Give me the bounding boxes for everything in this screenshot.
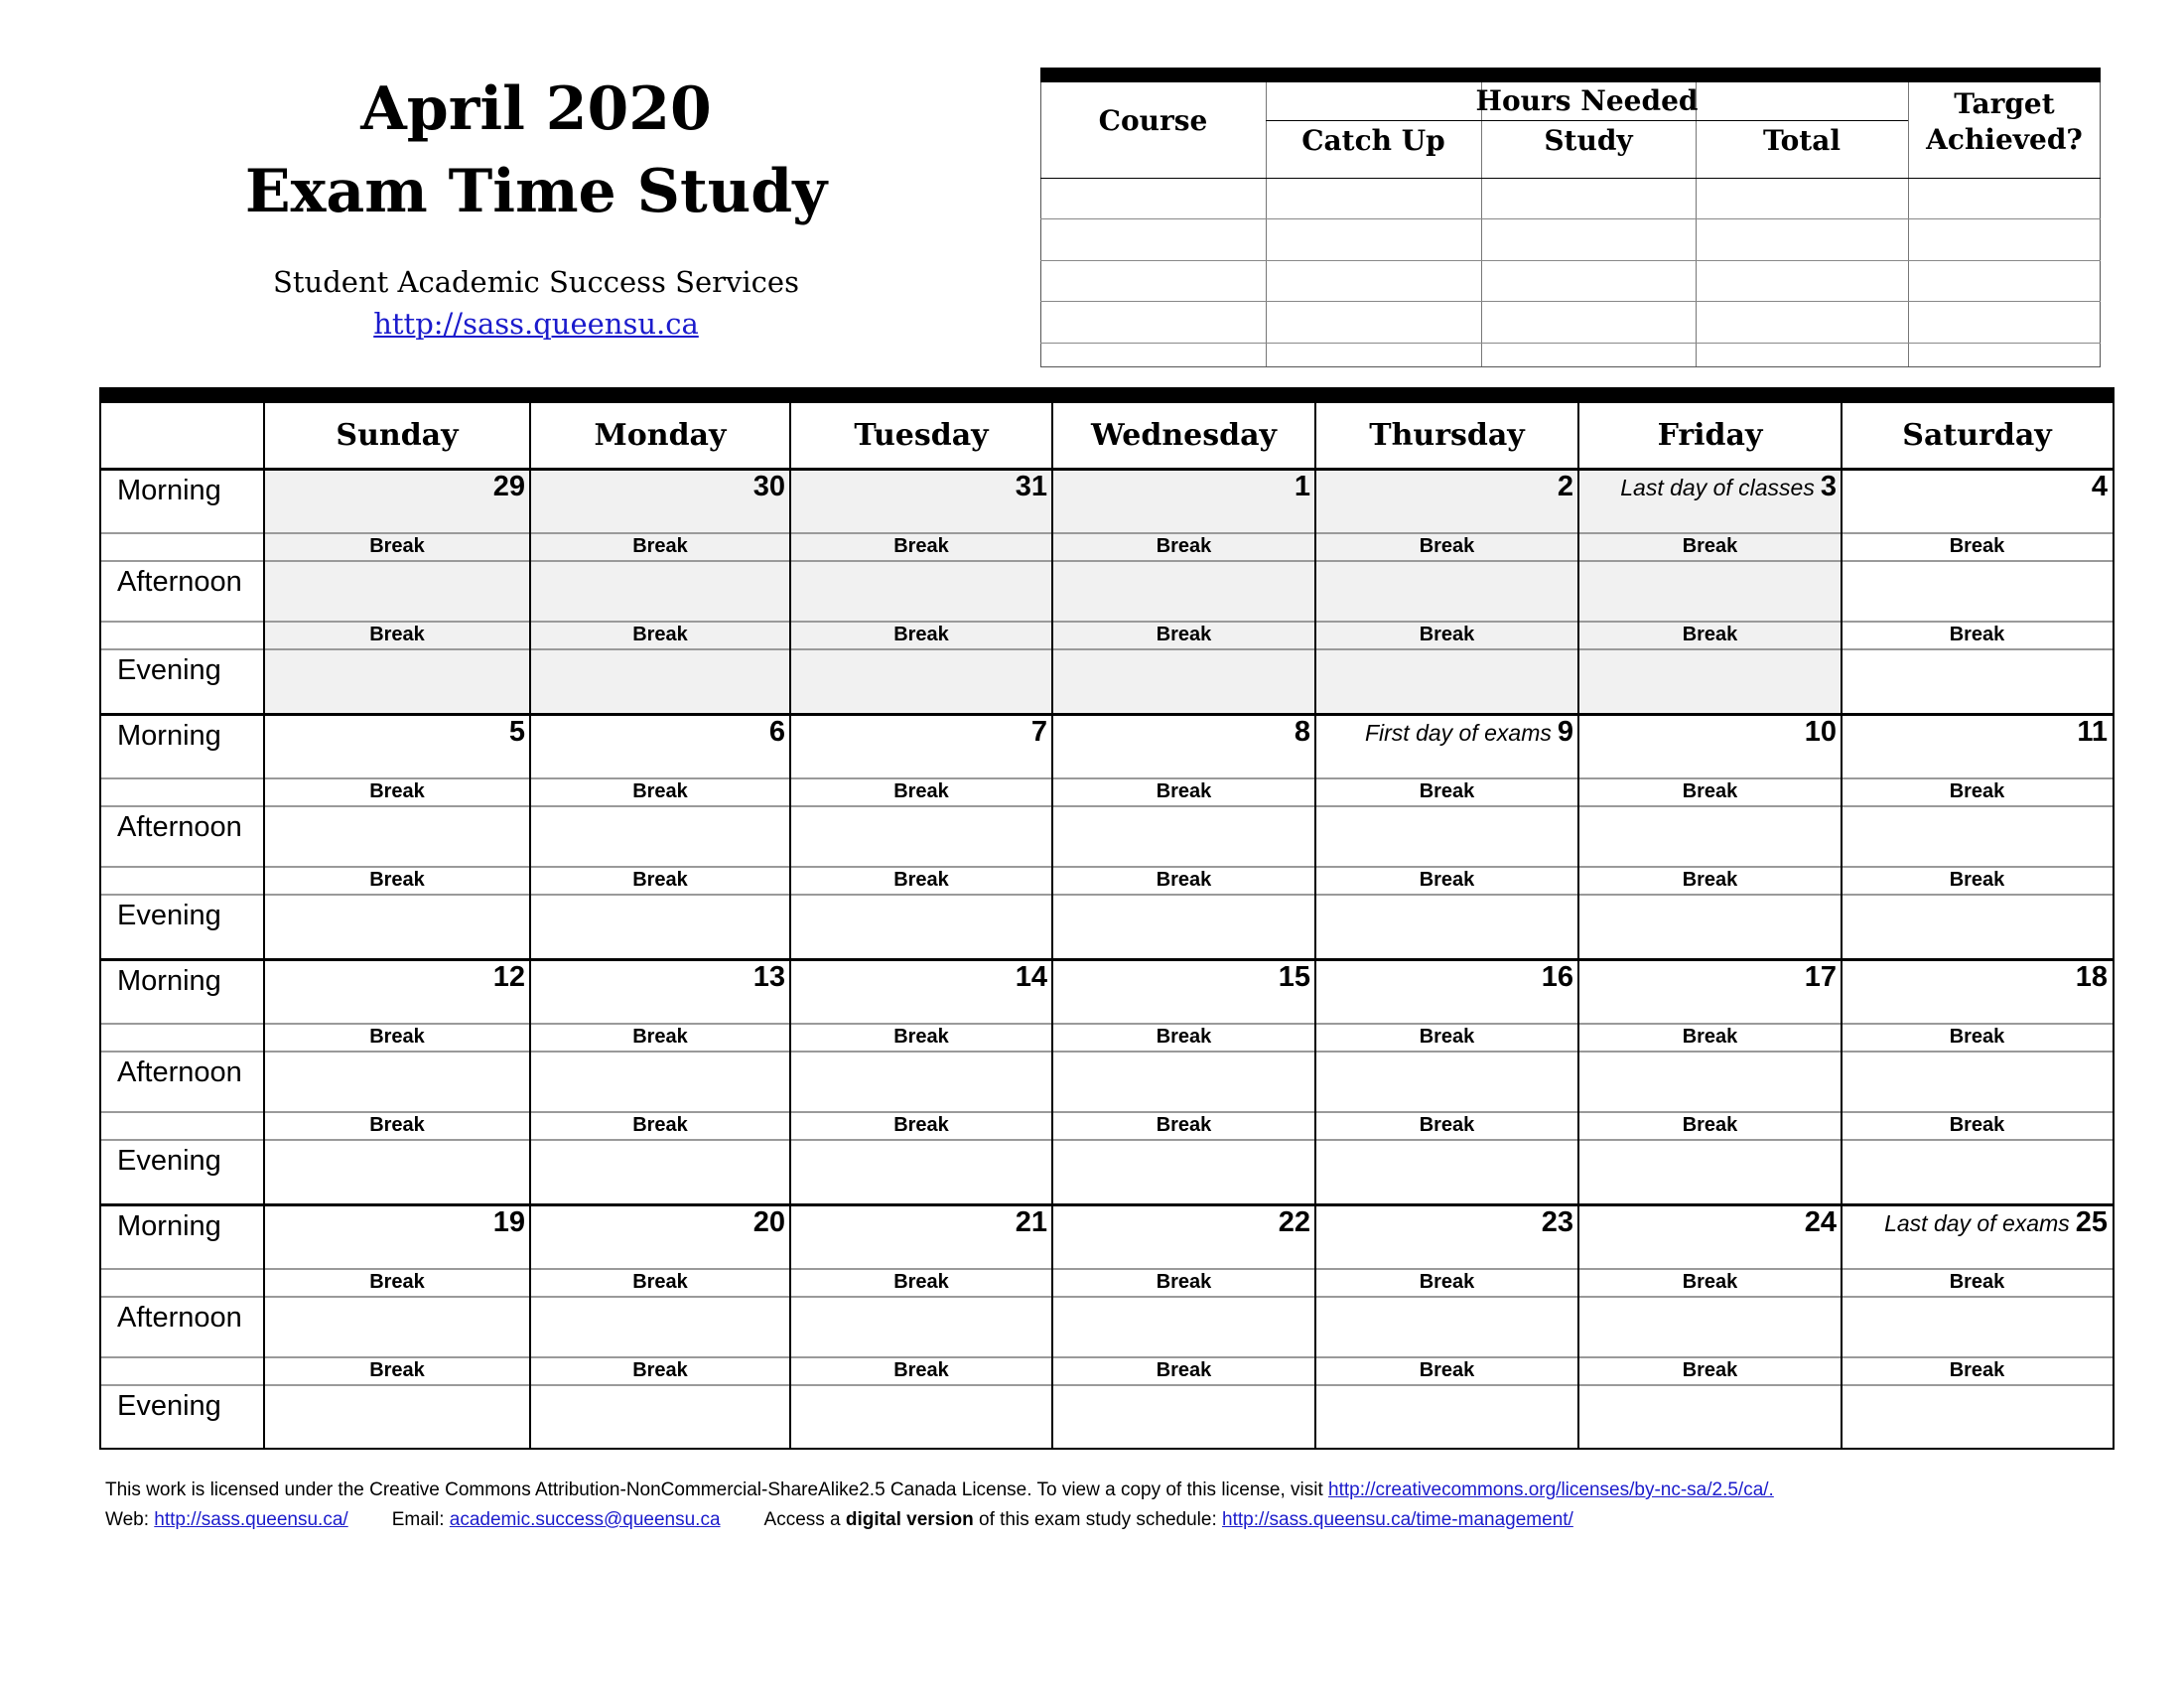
break-label: Break xyxy=(1949,624,2005,645)
footer xyxy=(105,1476,1774,1535)
access-link[interactable]: http://sass.queensu.ca/time-management/ xyxy=(1222,1509,1573,1530)
web-link[interactable]: http://sass.queensu.ca/ xyxy=(154,1509,348,1530)
slot-divider xyxy=(101,621,2113,623)
slot-label-afternoon: Afternoon xyxy=(117,566,242,598)
date-number: 10 xyxy=(1804,716,1837,748)
break-label: Break xyxy=(1156,780,1212,802)
break-label: Break xyxy=(1156,1271,1212,1293)
date-cell[interactable] xyxy=(264,471,525,503)
week-divider xyxy=(101,1203,2113,1206)
date-cell[interactable] xyxy=(1842,961,2108,994)
break-label: Break xyxy=(1419,1026,1475,1048)
break-label: Break xyxy=(1419,780,1475,802)
date-number: 21 xyxy=(1015,1206,1047,1238)
column-divider xyxy=(1841,403,1843,1450)
break-label: Break xyxy=(1156,1114,1212,1136)
slot-label-afternoon: Afternoon xyxy=(117,811,242,843)
day-header-friday: Friday xyxy=(1657,418,1763,453)
break-label: Break xyxy=(1419,1271,1475,1293)
slot-divider xyxy=(101,1051,2113,1053)
date-number: 4 xyxy=(2091,471,2108,502)
break-label: Break xyxy=(893,535,949,557)
date-cell[interactable] xyxy=(1315,961,1573,994)
day-header-sunday: Sunday xyxy=(336,418,459,453)
date-number: 1 xyxy=(1294,471,1310,502)
date-number: 5 xyxy=(508,716,525,748)
slot-divider xyxy=(101,1023,2113,1025)
date-number: 23 xyxy=(1541,1206,1573,1238)
date-cell[interactable] xyxy=(790,961,1047,994)
break-label: Break xyxy=(369,624,425,645)
title-block xyxy=(189,71,884,348)
license-text: This work is licensed under the Creative Commons Attribution-NonCommercial-ShareAlike2.5 Canada License. To view a copy of this license, visit xyxy=(105,1479,1329,1500)
break-label: Break xyxy=(1949,535,2005,557)
break-label: Break xyxy=(369,535,425,557)
break-label: Break xyxy=(1682,1026,1738,1048)
date-cell[interactable] xyxy=(1842,471,2108,503)
date-number: 19 xyxy=(492,1206,525,1238)
break-label: Break xyxy=(1949,869,2005,891)
break-label: Break xyxy=(1682,535,1738,557)
date-number: 8 xyxy=(1294,716,1310,748)
shaded-day-cell xyxy=(1578,469,1842,714)
date-cell[interactable] xyxy=(1052,961,1310,994)
slot-divider xyxy=(101,1296,2113,1298)
break-label: Break xyxy=(1156,624,1212,645)
date-cell[interactable] xyxy=(790,471,1047,503)
date-note: Last day of classes xyxy=(1620,475,1815,500)
date-cell[interactable] xyxy=(790,716,1047,749)
calendar-grid xyxy=(99,387,2115,1450)
slot-divider xyxy=(101,1139,2113,1141)
column-divider xyxy=(789,403,791,1450)
shaded-day-cell xyxy=(530,469,790,714)
web-label: Web: xyxy=(105,1509,155,1530)
day-header-monday: Monday xyxy=(594,418,727,453)
break-label: Break xyxy=(1682,869,1738,891)
break-label: Break xyxy=(632,535,688,557)
slot-divider xyxy=(101,1356,2113,1358)
break-label: Break xyxy=(1682,780,1738,802)
break-label: Break xyxy=(632,624,688,645)
date-number: 29 xyxy=(492,471,525,502)
day-header-thursday: Thursday xyxy=(1369,418,1525,453)
break-label: Break xyxy=(632,1359,688,1381)
organization-name: Student Academic Success Services xyxy=(273,265,799,299)
break-label: Break xyxy=(632,1026,688,1048)
break-label: Break xyxy=(369,1114,425,1136)
break-label: Break xyxy=(1156,1359,1212,1381)
break-label: Break xyxy=(893,780,949,802)
day-header-wednesday: Wednesday xyxy=(1091,418,1277,453)
break-label: Break xyxy=(1682,1114,1738,1136)
email-label: Email: xyxy=(391,1509,450,1530)
date-cell[interactable] xyxy=(1052,1206,1310,1239)
date-cell[interactable] xyxy=(790,1206,1047,1239)
column-divider xyxy=(1314,403,1316,1450)
hours-needed-header: Hours Needed xyxy=(1475,84,1699,117)
break-label: Break xyxy=(1682,1359,1738,1381)
date-number: 2 xyxy=(1557,471,1573,502)
slot-divider xyxy=(101,805,2113,807)
week-divider xyxy=(101,468,2113,471)
slot-label-evening: Evening xyxy=(117,900,221,931)
date-number: 3 xyxy=(1820,471,1837,502)
date-cell[interactable] xyxy=(264,716,525,749)
shaded-day-cell xyxy=(790,469,1052,714)
slot-divider xyxy=(101,532,2113,534)
break-label: Break xyxy=(1419,869,1475,891)
date-number: 13 xyxy=(752,961,785,993)
break-label: Break xyxy=(1419,1359,1475,1381)
date-number: 22 xyxy=(1278,1206,1310,1238)
break-label: Break xyxy=(369,1026,425,1048)
break-label: Break xyxy=(1949,780,2005,802)
break-label: Break xyxy=(893,1026,949,1048)
week-divider xyxy=(101,713,2113,716)
slot-label-evening: Evening xyxy=(117,1145,221,1177)
target-achieved-header: Target Achieved? xyxy=(1926,87,2083,156)
page-title: Exam Time Study xyxy=(244,157,828,226)
date-number: 30 xyxy=(752,471,785,502)
column-divider xyxy=(529,403,531,1450)
break-label: Break xyxy=(1949,1114,2005,1136)
column-divider xyxy=(1051,403,1053,1450)
date-number: 24 xyxy=(1804,1206,1837,1238)
date-number: 11 xyxy=(2077,716,2108,748)
date-cell[interactable] xyxy=(1842,716,2108,749)
slot-divider xyxy=(101,866,2113,868)
date-cell[interactable] xyxy=(1315,716,1573,749)
date-number: 16 xyxy=(1541,961,1573,993)
access-bold: digital version xyxy=(845,1509,974,1530)
break-label: Break xyxy=(1156,869,1212,891)
access-suffix: of this exam study schedule: xyxy=(973,1509,1223,1530)
total-header: Total xyxy=(1762,124,1841,157)
date-number: 7 xyxy=(1030,716,1047,748)
break-label: Break xyxy=(1156,535,1212,557)
date-cell[interactable] xyxy=(530,1206,785,1239)
contact-line xyxy=(105,1505,1774,1535)
break-label: Break xyxy=(1949,1026,2005,1048)
break-label: Break xyxy=(1682,624,1738,645)
break-label: Break xyxy=(632,1114,688,1136)
date-number: 25 xyxy=(2075,1206,2108,1238)
break-label: Break xyxy=(632,1271,688,1293)
slot-label-afternoon: Afternoon xyxy=(117,1056,242,1088)
date-cell[interactable] xyxy=(264,961,525,994)
date-note: First day of exams xyxy=(1364,720,1552,746)
page-title-month: April 2020 xyxy=(360,74,712,144)
slot-divider xyxy=(101,1384,2113,1386)
break-label: Break xyxy=(369,869,425,891)
date-cell[interactable] xyxy=(530,716,785,749)
date-note: Last day of exams xyxy=(1884,1210,2070,1236)
break-label: Break xyxy=(1949,1359,2005,1381)
date-cell[interactable] xyxy=(1578,471,1837,503)
slot-label-afternoon: Afternoon xyxy=(117,1302,242,1334)
week-divider xyxy=(101,958,2113,961)
slot-divider xyxy=(101,1111,2113,1113)
break-label: Break xyxy=(893,1359,949,1381)
day-header-tuesday: Tuesday xyxy=(854,418,989,453)
slot-divider xyxy=(101,1268,2113,1270)
shaded-day-cell xyxy=(1315,469,1578,714)
license-line xyxy=(105,1476,1774,1505)
slot-divider xyxy=(101,894,2113,896)
break-label: Break xyxy=(1682,1271,1738,1293)
break-label: Break xyxy=(1419,624,1475,645)
break-label: Break xyxy=(893,624,949,645)
date-number: 12 xyxy=(492,961,525,993)
date-number: 15 xyxy=(1278,961,1310,993)
slot-label-morning: Morning xyxy=(117,720,221,752)
date-cell[interactable] xyxy=(1052,716,1310,749)
date-cell[interactable] xyxy=(530,471,785,503)
break-label: Break xyxy=(893,1114,949,1136)
date-number: 31 xyxy=(1015,471,1047,502)
break-label: Break xyxy=(369,780,425,802)
slot-divider xyxy=(101,648,2113,650)
course-header: Course xyxy=(1098,104,1208,137)
date-cell[interactable] xyxy=(1578,961,1837,994)
date-cell[interactable] xyxy=(264,1206,525,1239)
break-label: Break xyxy=(632,869,688,891)
shaded-day-cell xyxy=(264,469,530,714)
break-label: Break xyxy=(893,1271,949,1293)
date-number: 17 xyxy=(1804,961,1837,993)
slot-label-morning: Morning xyxy=(117,1210,221,1242)
date-number: 20 xyxy=(752,1206,785,1238)
email-link[interactable]: academic.success@queensu.ca xyxy=(449,1509,721,1530)
break-label: Break xyxy=(632,780,688,802)
organization-link[interactable]: http://sass.queensu.ca xyxy=(373,307,699,341)
study-header: Study xyxy=(1544,124,1633,157)
date-number: 14 xyxy=(1015,961,1047,993)
license-link[interactable]: http://creativecommons.org/licenses/by-nc-sa/2.5/ca/. xyxy=(1328,1479,1774,1500)
column-divider xyxy=(263,403,265,1450)
break-label: Break xyxy=(893,869,949,891)
slot-divider xyxy=(101,560,2113,562)
break-label: Break xyxy=(369,1359,425,1381)
slot-divider xyxy=(101,777,2113,779)
shaded-day-cell xyxy=(1052,469,1315,714)
date-cell[interactable] xyxy=(1052,471,1310,503)
date-cell[interactable] xyxy=(1315,471,1573,503)
date-number: 18 xyxy=(2075,961,2108,993)
date-number: 6 xyxy=(768,716,785,748)
slot-label-morning: Morning xyxy=(117,965,221,997)
slot-label-morning: Morning xyxy=(117,475,221,506)
date-cell[interactable] xyxy=(1578,1206,1837,1239)
day-header-saturday: Saturday xyxy=(1902,418,2052,453)
break-label: Break xyxy=(1949,1271,2005,1293)
slot-label-evening: Evening xyxy=(117,1390,221,1422)
slot-label-evening: Evening xyxy=(117,654,221,686)
break-label: Break xyxy=(1156,1026,1212,1048)
date-number: 9 xyxy=(1557,716,1573,748)
date-cell[interactable] xyxy=(1315,1206,1573,1239)
access-prefix: Access a xyxy=(763,1509,846,1530)
column-divider xyxy=(1577,403,1579,1450)
date-cell[interactable] xyxy=(530,961,785,994)
date-cell[interactable] xyxy=(1578,716,1837,749)
date-cell[interactable] xyxy=(1842,1206,2108,1239)
break-label: Break xyxy=(1419,535,1475,557)
catch-up-header: Catch Up xyxy=(1301,124,1445,157)
break-label: Break xyxy=(1419,1114,1475,1136)
hours-needed-table xyxy=(1040,68,2101,367)
break-label: Break xyxy=(369,1271,425,1293)
